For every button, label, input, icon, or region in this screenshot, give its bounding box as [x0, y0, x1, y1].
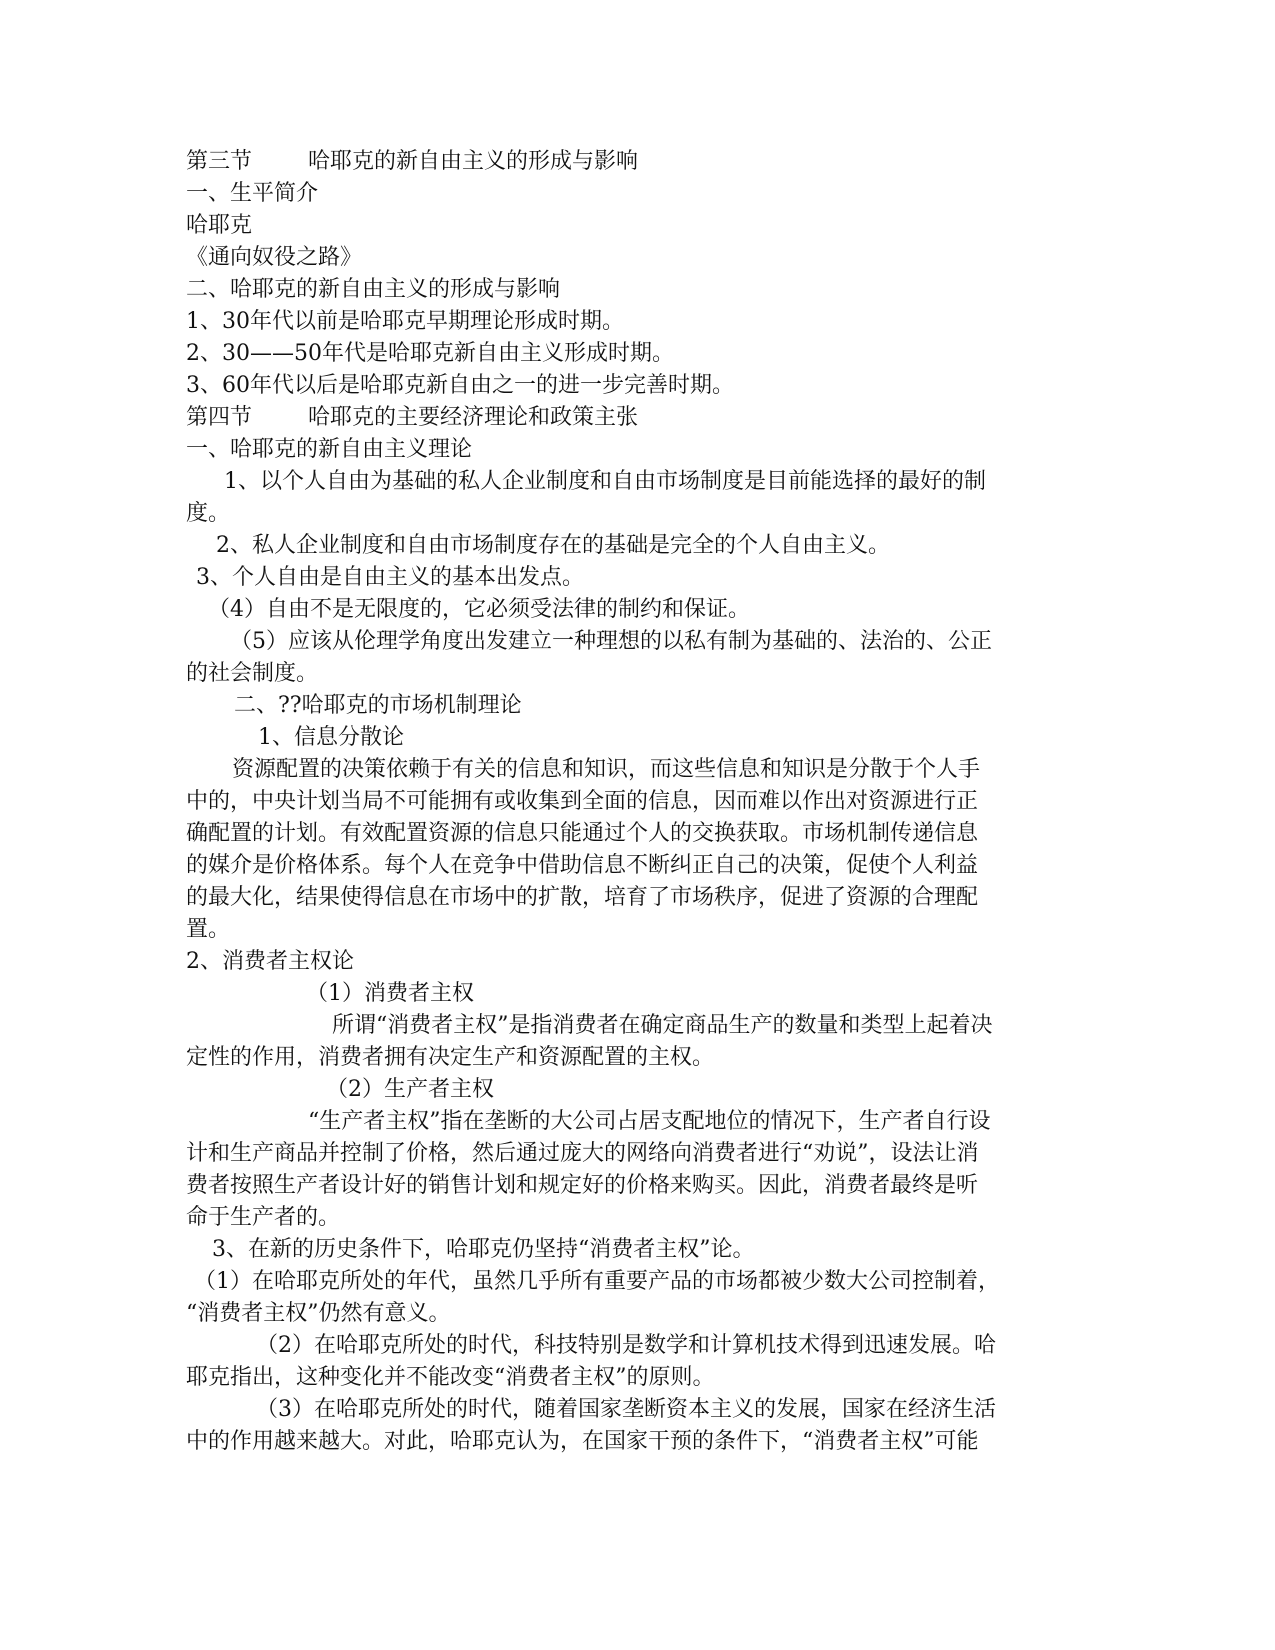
- subheading: 1、信息分散论: [258, 725, 404, 750]
- section-number: 第三节: [186, 149, 253, 174]
- list-item: （5）应该从伦理学角度出发建立一种理想的以私有制为基础的、法治的、公正: [230, 629, 992, 654]
- paragraph-line: “消费者主权”仍然有意义。: [186, 1301, 451, 1326]
- heading-formation: 二、哈耶克的新自由主义的形成与影响: [186, 277, 561, 302]
- section-title: 哈耶克的主要经济理论和政策主张: [308, 405, 639, 430]
- paragraph-line: 耶克指出，这种变化并不能改变“消费者主权”的原则。: [186, 1365, 715, 1390]
- list-item: 2、私人企业制度和自由市场制度存在的基础是完全的个人自由主义。: [216, 533, 890, 558]
- paragraph-line: 确配置的计划。有效配置资源的信息只能通过个人的交换获取。市场机制传递信息: [186, 821, 979, 846]
- text-line: 《通向奴役之路》: [186, 245, 363, 270]
- paragraph-line: 的最大化，结果使得信息在市场中的扩散，培育了市场秩序，促进了资源的合理配: [186, 885, 979, 910]
- section-title: 哈耶克的新自由主义的形成与影响: [308, 149, 639, 174]
- section-number: 第四节: [186, 405, 253, 430]
- list-item: 2、30——50年代是哈耶克新自由主义形成时期。: [186, 341, 674, 366]
- paragraph-line: 计和生产商品并控制了价格，然后通过庞大的网络向消费者进行“劝说”，设法让消: [186, 1141, 979, 1166]
- section-heading-3: [186, 146, 1086, 178]
- paragraph-line: 所谓“消费者主权”是指消费者在确定商品生产的数量和类型上起着决: [332, 1013, 993, 1038]
- heading-market-mechanism: 二、??哈耶克的市场机制理论: [234, 693, 522, 718]
- paragraph-line: （1）在哈耶克所处的年代，虽然几乎所有重要产品的市场都被少数大公司控制着，: [194, 1269, 1000, 1294]
- paragraph-line: 资源配置的决策依赖于有关的信息和知识，而这些信息和知识是分散于个人手: [232, 757, 981, 782]
- paragraph-line: 费者按照生产者设计好的销售计划和规定好的价格来购买。因此，消费者最终是听: [186, 1173, 979, 1198]
- list-item: 1、以个人自由为基础的私人企业制度和自由市场制度是目前能选择的最好的制: [224, 469, 986, 494]
- heading-biography: 一、生平简介: [186, 181, 319, 206]
- paragraph-line: 中的作用越来越大。对此，哈耶克认为，在国家干预的条件下，“消费者主权”可能: [186, 1429, 979, 1454]
- paragraph-line: 中的，中央计划当局不可能拥有或收集到全面的信息，因而难以作出对资源进行正: [186, 789, 979, 814]
- list-item: 3、个人自由是自由主义的基本出发点。: [196, 565, 584, 590]
- text-line: 度。: [186, 501, 231, 526]
- text-line: 哈耶克: [186, 213, 253, 238]
- text-line: 的社会制度。: [186, 661, 319, 686]
- subheading: （1）消费者主权: [306, 981, 474, 1006]
- paragraph-line: 的媒介是价格体系。每个人在竞争中借助信息不断纠正自己的决策，促使个人利益: [186, 853, 979, 878]
- paragraph-line: （2）在哈耶克所处的时代，科技特别是数学和计算机技术得到迅速发展。哈: [256, 1333, 996, 1358]
- document-page: [186, 146, 1086, 1458]
- subheading: 3、在新的历史条件下，哈耶克仍坚持“消费者主权”论。: [212, 1237, 755, 1262]
- subheading: 2、消费者主权论: [186, 949, 354, 974]
- list-item: （4）自由不是无限度的，它必须受法律的制约和保证。: [208, 597, 750, 622]
- paragraph-line: （3）在哈耶克所处的时代，随着国家垄断资本主义的发展，国家在经济生活: [256, 1397, 996, 1422]
- list-item: 3、60年代以后是哈耶克新自由之一的进一步完善时期。: [186, 373, 734, 398]
- paragraph-line: 定性的作用，消费者拥有决定生产和资源配置的主权。: [186, 1045, 715, 1070]
- list-item: 1、30年代以前是哈耶克早期理论形成时期。: [186, 309, 624, 334]
- paragraph-line: 置。: [186, 917, 231, 942]
- paragraph-line: 命于生产者的。: [186, 1205, 341, 1230]
- section-heading-4: [186, 402, 1086, 434]
- paragraph-line: “生产者主权”指在垄断的大公司占居支配地位的情况下，生产者自行设: [308, 1109, 991, 1134]
- subheading: （2）生产者主权: [326, 1077, 494, 1102]
- heading-liberalism-theory: 一、哈耶克的新自由主义理论: [186, 437, 473, 462]
